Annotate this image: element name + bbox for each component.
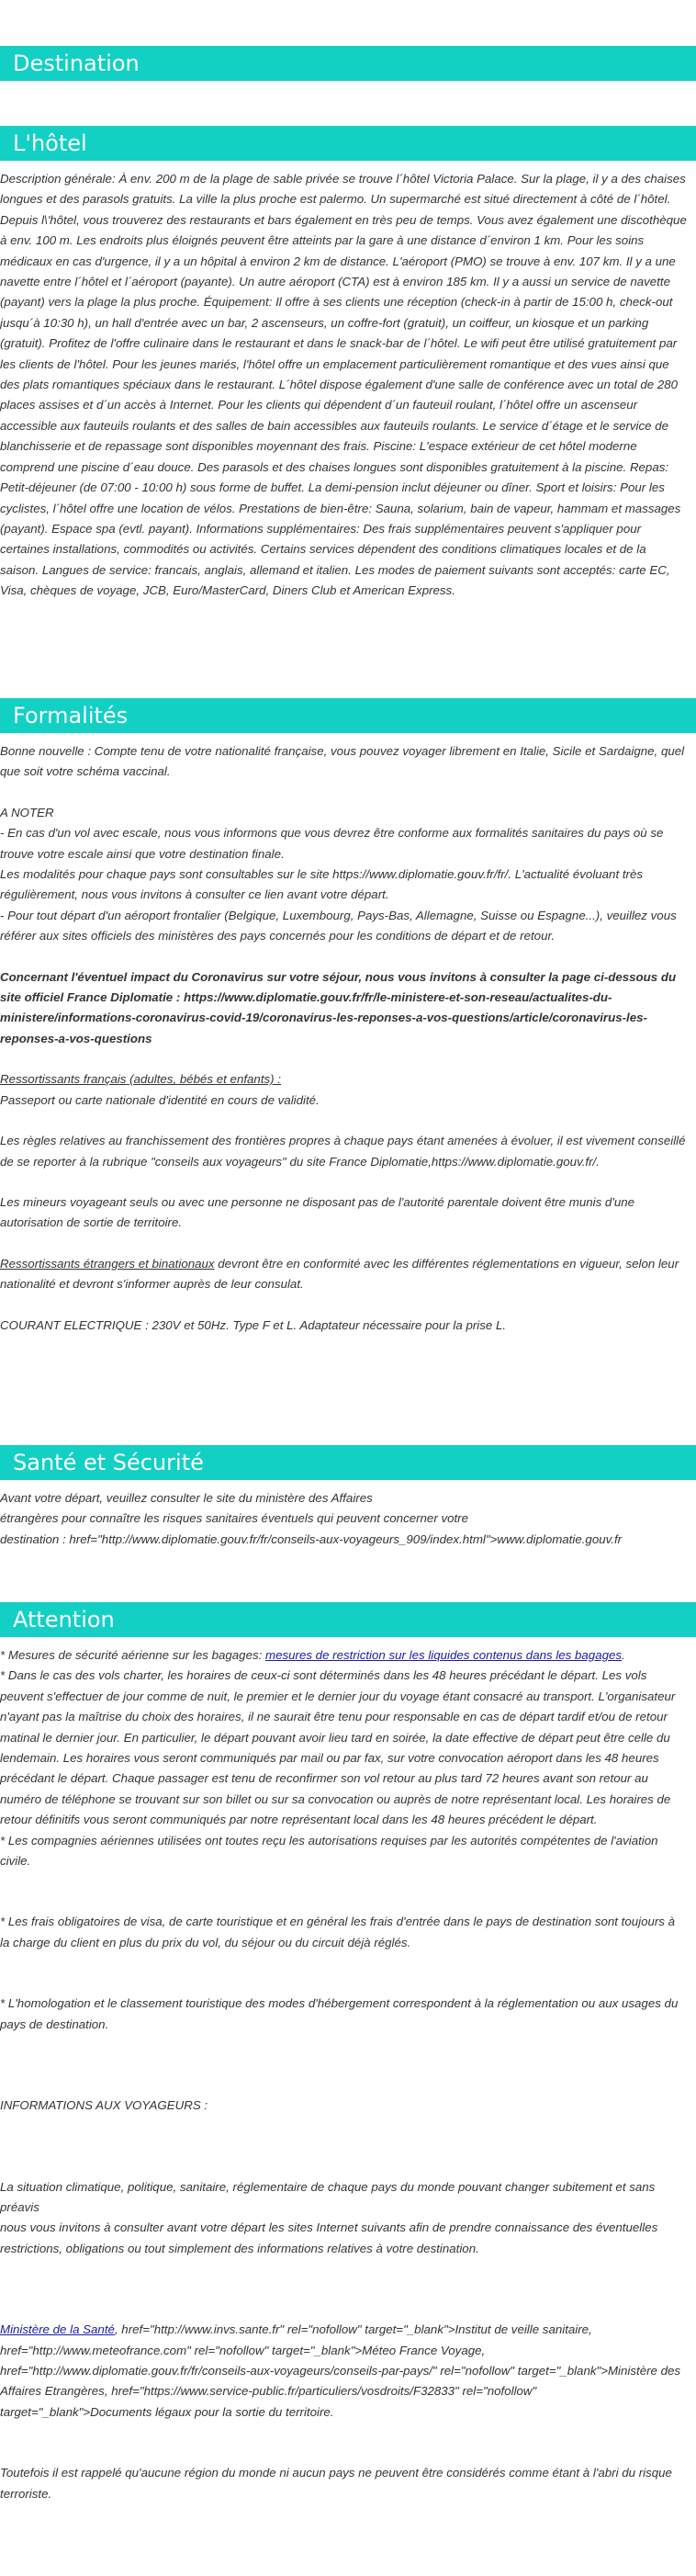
ressortissants-francais-title: Ressortissants français (adultes, bébés et enfants) :: [0, 1072, 281, 1087]
situation-notice: La situation climatique, politique, sanitaire, réglementaire de chaque pays du monde pouvant changer subitement et sans préavis: [0, 2179, 656, 2214]
section-heading-hotel: [0, 126, 696, 161]
homologation-notice: * L'homologation et le classement touristique des modes d'hébergement correspondent à la réglementation ou aux usages du pays de destination.: [0, 1996, 679, 2031]
ressortissants-francais-docs: Passeport ou carte nationale d'identité en cours de validité.: [0, 1092, 320, 1107]
courant-electrique: COURANT ELECTRIQUE : 230V et 50Hz. Type F et L. Adaptateur nécessaire pour la prise L.: [0, 1317, 507, 1332]
sites-officiels: [0, 2320, 687, 2423]
liquides-restriction-link[interactable]: mesures de restriction sur les liquides contenus dans les bagages: [265, 1648, 623, 1662]
hotel-section: [0, 169, 687, 602]
formalites-heading-text: Formalités: [13, 703, 129, 729]
ressortissants-etrangers-title: Ressortissants étrangers et binationaux: [0, 1256, 215, 1271]
risque-terroriste-notice: Toutefois il est rappelé qu'aucune région du monde ni aucun pays ne peuvent être considérés comme étant à l'abri du risque terroriste.: [0, 2466, 672, 2501]
informations-voyageurs-title: INFORMATIONS AUX VOYAGEURS :: [0, 2098, 208, 2113]
sante-line-2: étrangères pour connaître les risques sanitaires éventuels qui peuvent concerner votre: [0, 1511, 469, 1526]
sites-internet-notice: nous vous invitons à consulter avant votre départ les sites Internet suivants afin de prendre connaissance des éventuelles restrictions, obligations ou tout simplement des informations relatives à votre destination.: [0, 2220, 658, 2255]
sante-line-3: destination : href="http://www.diplomatie.gouv.fr/fr/conseils-aux-voyageurs_909/index.html">www.diplomatie.gouv.fr: [0, 1531, 623, 1546]
securite-bagages-prefix: * Mesures de sécurité aérienne sur les bagages:: [0, 1648, 265, 1662]
ressortissants-etrangers: [0, 1254, 687, 1295]
attention-section: [0, 1645, 687, 2504]
hotel-heading-text: L'hôtel: [13, 130, 87, 156]
hotel-description: Description générale: À env. 200 m de la plage de sable privée se trouve l´hôtel Victoria Palace. Sur la plage, il y a des chaises longues et des parasols gratuits. La ville la plus proche est palermo. Un supermarché est situé directement à côté de l´hôtel. Depuis l\'hôtel, vous trouverez des restaurants et bars également en très peu de temps. Vous avez également une discothèque à env. 100 m. Les endroits plus éloignés peuvent être atteints par la gare à une distance d´environ 1 km. Pour les soins médicaux en cas d'urgence, il y a un hôpital à environ 2 km de distance. L'aéroport (PMO) se trouve à env. 107 km. Il y a une navette entre l´hôtel et l´aéroport (payante). Un autre aéroport (CTA) est à environ 185 km. Il y a aussi un service de navette (payant) vers la plage la plus proche. Équipement: Il offre à ses clients une réception (check-in à partir de 15:00 h, check-out jusqu´à 10:30 h), un hall d'entrée avec un bar, 2 ascenseurs, un coffre-fort (gratuit), un coiffeur, un kiosque et un parking (gratuit). Profitez de l'offre culinaire dans le restaurant et dans le snack-bar de l´hôtel. Le wifi peut être utilisé gratuitement par les clients de l'hôtel. Pour les jeunes mariés, l'hôtel offre un emplacement particulièrement romantique et des vues ainsi que des plats romantiques spéciaux dans le restaurant. L´hôtel dispose également d'une salle de conférence avec un total de 280 places assises et d´un accès à Internet. Pour les clients qui dépendent d´un fauteuil roulant, l´hôtel offre un ascenseur accessible aux fauteuils roulants et des salles de bain accessibles aux fauteuils roulants. Le service d´étage et le service de blanchisserie et de repassage sont disponibles moyennant des frais. Piscine: L'espace extérieur de cet hôtel moderne comprend une piscine d´eau douce. Des parasols et des chaises longues sont disponibles gratuitement à la piscine. Repas: Petit-déjeuner (de 07:00 - 10:00 h) sous forme de buffet. La demi-pension inclut déjeuner ou dîner. Sport et loisirs: Pour les cyclistes, l´hôtel offre une location de vélos. Prestations de bien-être: Sauna, solarium, bain de vapeur, hammam et massages (payant). Espace spa (evtl. payant). Informations supplémentaires: Des frais supplémentaires peuvent s'appliquer pour certaines installations, commodités ou activités. Certains services dépendent des conditions climatiques locales et de la saison. Langues de service: francais, anglais, allemand et italien. Les modes de paiement suivants sont acceptés: carte EC, Visa, chèques de voyage, JCB, Euro/MasterCard, Diners Club et American Express.: [0, 172, 687, 598]
note-title: A NOTER: [0, 805, 54, 819]
coronavirus-notice: Concernant l'éventuel impact du Coronavirus sur votre séjour, nous vous invitons à consulter la page ci-dessous du site officiel France Diplomatie : https://www.diplomatie.gouv.fr/fr/le-ministere-et-son-reseau/actualites-du-ministere/informations-coronavirus-covid-19/coronavirus-les-reponses-a-vos-questions/article/coronavirus-les-reponses-a-vos-questions: [0, 969, 677, 1045]
formalites-intro: Bonne nouvelle : Compte tenu de votre nationalité française, vous pouvez voyager librement en Italie, Sicile et Sardaigne, quel que soit votre schéma vaccinal.: [0, 744, 685, 779]
sante-section: [0, 1488, 696, 1550]
section-heading-sante: [0, 1445, 696, 1480]
sante-heading-text: Santé et Sécurité: [13, 1450, 204, 1475]
note-escale: - En cas d'un vol avec escale, nous vous informons que vous devrez être conforme aux formalités sanitaires du pays où se trouve votre escale ainsi que votre destination finale.: [0, 826, 664, 861]
securite-bagages: [0, 1645, 687, 1666]
frais-visa-notice: * Les frais obligatoires de visa, de carte touristique et en général les frais d'entrée dans le pays de destination sont toujours à la charge du client en plus du prix du vol, du séjour ou du circuit déjà réglés.: [0, 1915, 676, 1949]
ressortissants-etrangers-text: devront être en conformité avec les différentes réglementations en vigueur, selon leur nationalité et devront s'informer auprès de leur consulat.: [0, 1256, 679, 1292]
section-heading-attention: [0, 1602, 696, 1637]
compagnies-aeriennes-notice: * Les compagnies aériennes utilisées ont toutes reçu les autorisations requises par les autorités compétentes de l'aviation civile.: [0, 1833, 658, 1869]
section-heading-destination: [0, 46, 696, 81]
note-aeroport-frontalier: - Pour tout départ d'un aéroport frontalier (Belgique, Luxembourg, Pays-Bas, Allemagne, Suisse ou Espagne...), veuillez vous référer aux sites officiels des ministères des pays concernés pour les conditions de départ et de retour.: [0, 908, 677, 943]
securite-bagages-suffix: .: [622, 1648, 625, 1662]
regles-frontieres: Les règles relatives au franchissement des frontières propres à chaque pays étant amenées à évoluer, il est vivement conseillé de se reporter à la rubrique "conseils aux voyageurs" du site France Diplomatie,https://www.diplomatie.gouv.fr/.: [0, 1134, 686, 1169]
formalites-section: [0, 741, 687, 1336]
note-modalites: Les modalités pour chaque pays sont consultables sur le site https://www.diplomatie.gouv.fr/fr/. L'actualité évoluant très régulièrement, nous vous invitons à consulter ce lien avant votre départ.: [0, 867, 644, 902]
vols-charter-notice: * Dans le cas des vols charter, les horaires de ceux-ci sont déterminés dans les 48 heures précédant le départ. Les vols peuvent s'effectuer de jour comme de nuit, le premier et le dernier jour du voyage étant consacré au transport. L'organisateur n'ayant pas la maîtrise du choix des horaires, il ne saurait être tenu pour responsable en cas de départ tardif et/ou de retour matinal le dernier jour. En particulier, le départ pouvant avoir lieu tard en soirée, la date effective de départ peut être celle du lendemain. Les horaires vous seront communiqués par mail ou par fax, sur votre convocation aéroport dans les 48 heures précédant le départ. Chaque passager est tenu de reconfirmer son vol retour au plus tard 72 heures avant son retour au numéro de téléphone se trouvant sur son billet ou sur sa convocation ou auprès de notre représentant local. Les horaires de retour définitifs vous seront communiqués par notre représentant local dans les 48 heures précédent le départ.: [0, 1668, 676, 1827]
mineurs-notice: Les mineurs voyageant seuls ou avec une personne ne disposant pas de l'autorité parentale doivent être munis d'une autorisation de sortie de territoire.: [0, 1194, 635, 1230]
section-heading-formalites: [0, 698, 696, 733]
attention-heading-text: Attention: [13, 1607, 115, 1633]
sites-officiels-text: , href="http://www.invs.sante.fr" rel="nofollow" target="_blank">Institut de veille sanitaire, href="http://www.meteofrance.com" rel="nofollow" target="_blank">Méteo France Voyage, href="http://www.diplomatie.gouv.fr/fr/conseils-aux-voyageurs/conseils-par-pays/" rel="nofollow" target="_blank">Ministère des Affaires Etrangères, href="https://www.service-public.fr/particuliers/vosdroits/F32833" rel="nofollow" target="_blank">Documents légaux pour la sortie du territoire.: [0, 2322, 681, 2419]
sante-line-1: Avant votre départ, veuillez consulter le site du ministère des Affaires: [0, 1491, 373, 1505]
ministere-sante-link[interactable]: Ministère de la Santé: [0, 2322, 115, 2337]
destination-heading-text: Destination: [13, 51, 140, 76]
